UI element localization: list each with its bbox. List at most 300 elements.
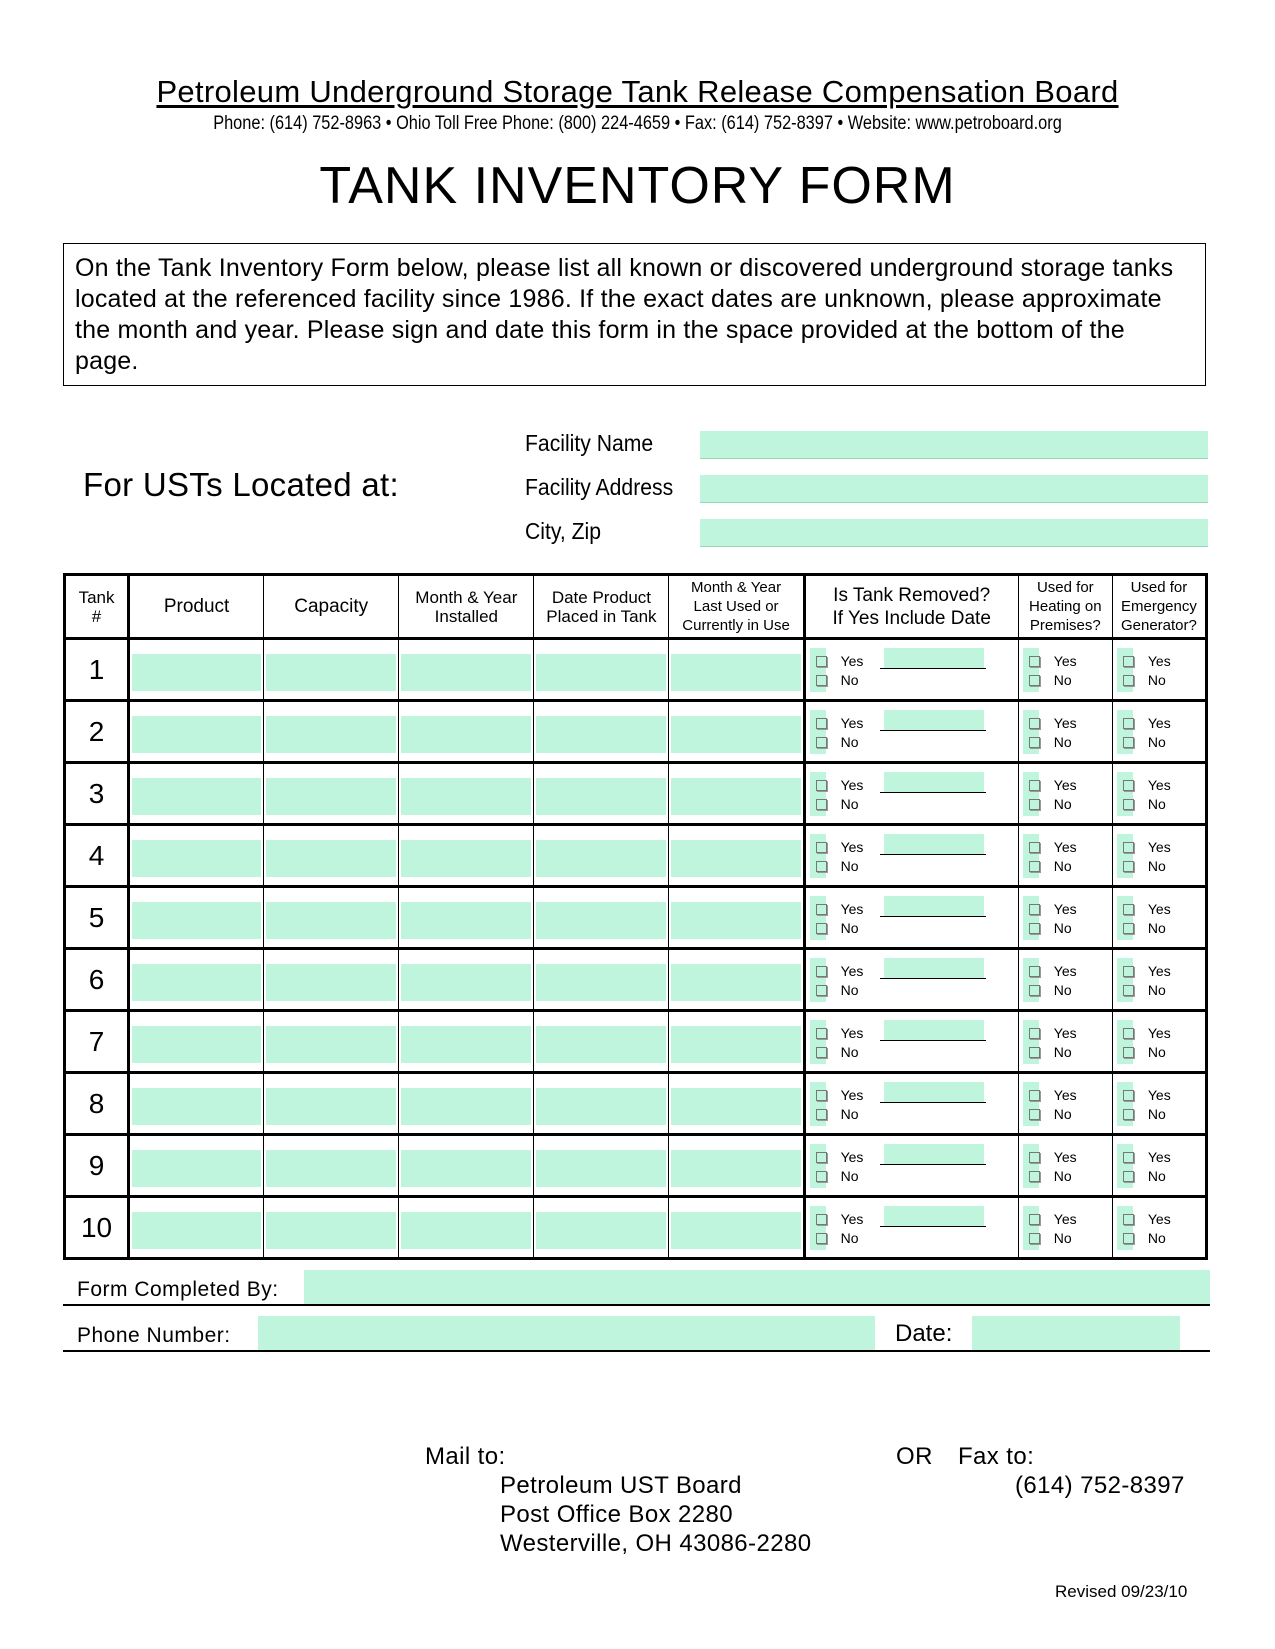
generator-yes-checkbox[interactable] [1123, 780, 1134, 791]
generator-no-checkbox[interactable] [1123, 1233, 1134, 1244]
cell-removed [804, 887, 1018, 949]
completed-by-rule [63, 1304, 1210, 1306]
cell-capacity [264, 1135, 399, 1197]
last-used-field[interactable] [671, 1212, 800, 1249]
generator-yes-checkbox[interactable] [1123, 718, 1134, 729]
removed-date-field[interactable] [884, 1020, 984, 1040]
city-zip-label: City, Zip [525, 518, 602, 544]
no-label: No [840, 1168, 859, 1184]
org-name: Petroleum Underground Storage Tank Release Compensation Board [156, 74, 1119, 109]
generator-yes-checkbox[interactable] [1123, 1090, 1134, 1101]
cell-installed [399, 825, 534, 887]
cell-generator [1112, 763, 1206, 825]
removed-yes-checkbox[interactable] [816, 842, 827, 853]
cell-capacity [264, 825, 399, 887]
removed-yes-checkbox[interactable] [816, 1028, 827, 1039]
placed-field[interactable] [536, 1150, 666, 1187]
form-title: TANK INVENTORY FORM [319, 157, 956, 215]
cell-placed [534, 949, 669, 1011]
no-label: No [1053, 858, 1072, 874]
cell-removed [804, 1011, 1018, 1073]
no-label: No [1147, 796, 1166, 812]
removed-date-field[interactable] [884, 896, 984, 916]
fax-number: (614) 752-8397 [1015, 1472, 1185, 1499]
cell-last-used [669, 949, 804, 1011]
removed-date-field[interactable] [884, 1144, 984, 1164]
removed-date-line [880, 668, 986, 669]
product-field[interactable] [132, 840, 261, 877]
removed-no-checkbox[interactable] [816, 1109, 827, 1120]
yes-label: Yes [840, 1025, 864, 1041]
generator-options [1123, 900, 1171, 938]
cell-installed [399, 887, 534, 949]
removed-yes-checkbox[interactable] [816, 780, 827, 791]
removed-options [816, 714, 864, 752]
cell-product [129, 1135, 264, 1197]
cell-placed [534, 825, 669, 887]
product-field[interactable] [132, 1088, 261, 1125]
capacity-field[interactable] [266, 716, 396, 753]
heating-options [1029, 838, 1077, 876]
removed-date-field[interactable] [884, 648, 984, 668]
installed-field[interactable] [401, 1088, 531, 1125]
generator-options [1123, 1086, 1171, 1124]
product-field[interactable] [132, 902, 261, 939]
cell-last-used [669, 825, 804, 887]
cell-generator [1112, 1073, 1206, 1135]
table-row [65, 1197, 1207, 1259]
cell-last-used [669, 887, 804, 949]
capacity-field[interactable] [266, 1212, 396, 1249]
removed-options [816, 962, 864, 1000]
yes-label: Yes [1147, 1087, 1171, 1103]
cell-heating [1018, 887, 1112, 949]
cell-removed [804, 825, 1018, 887]
yes-label: Yes [1053, 715, 1077, 731]
heating-no-checkbox[interactable] [1029, 675, 1040, 686]
header-placed: Date Product Placed in Tank [534, 575, 669, 639]
no-label: No [840, 858, 859, 874]
no-label: No [1147, 1168, 1166, 1184]
completed-by-label: Form Completed By: [77, 1278, 279, 1301]
cell-last-used [669, 701, 804, 763]
heating-options [1029, 1148, 1077, 1186]
date-label: Date: [895, 1320, 953, 1347]
heating-no-checkbox[interactable] [1029, 799, 1040, 810]
heating-yes-checkbox[interactable] [1029, 718, 1040, 729]
capacity-field[interactable] [266, 654, 396, 691]
product-field[interactable] [132, 1150, 261, 1187]
tank-number: 1 [65, 639, 129, 701]
placed-field[interactable] [536, 1026, 666, 1063]
tank-number: 3 [65, 763, 129, 825]
placed-field[interactable] [536, 778, 666, 815]
yes-label: Yes [1053, 1087, 1077, 1103]
removed-date-field[interactable] [884, 772, 984, 792]
heating-yes-checkbox[interactable] [1029, 1152, 1040, 1163]
cell-capacity [264, 1011, 399, 1073]
removed-no-checkbox[interactable] [816, 799, 827, 810]
phone-number-field[interactable] [258, 1316, 875, 1350]
removed-no-checkbox[interactable] [816, 1171, 827, 1182]
cell-generator [1112, 639, 1206, 701]
no-label: No [840, 734, 859, 750]
generator-options [1123, 962, 1171, 1000]
heating-options [1029, 714, 1077, 752]
tank-number: 8 [65, 1073, 129, 1135]
mail-address-line3: Westerville, OH 43086-2280 [500, 1530, 812, 1557]
cell-generator [1112, 1197, 1206, 1259]
table-row [65, 825, 1207, 887]
cell-placed [534, 763, 669, 825]
placed-field[interactable] [536, 964, 666, 1001]
heating-yes-checkbox[interactable] [1029, 1028, 1040, 1039]
generator-yes-checkbox[interactable] [1123, 966, 1134, 977]
removed-no-checkbox[interactable] [816, 985, 827, 996]
cell-installed [399, 1197, 534, 1259]
no-label: No [1147, 858, 1166, 874]
yes-label: Yes [1147, 901, 1171, 917]
installed-field[interactable] [401, 902, 531, 939]
removed-date-field[interactable] [884, 710, 984, 730]
capacity-field[interactable] [266, 964, 396, 1001]
installed-field[interactable] [401, 654, 531, 691]
tank-number: 10 [65, 1197, 129, 1259]
cell-heating [1018, 639, 1112, 701]
removed-no-checkbox[interactable] [816, 1233, 827, 1244]
last-used-field[interactable] [671, 716, 800, 753]
cell-capacity [264, 1073, 399, 1135]
yes-label: Yes [840, 1087, 864, 1103]
removed-yes-checkbox[interactable] [816, 1152, 827, 1163]
removed-yes-checkbox[interactable] [816, 904, 827, 915]
no-label: No [1147, 734, 1166, 750]
removed-date-field[interactable] [884, 1206, 984, 1226]
placed-field[interactable] [536, 1212, 666, 1249]
cell-placed [534, 1073, 669, 1135]
yes-label: Yes [1053, 963, 1077, 979]
generator-yes-checkbox[interactable] [1123, 1214, 1134, 1225]
last-used-field[interactable] [671, 778, 800, 815]
generator-options [1123, 1024, 1171, 1062]
removed-yes-checkbox[interactable] [816, 1214, 827, 1225]
generator-options [1123, 1210, 1171, 1248]
heating-yes-checkbox[interactable] [1029, 904, 1040, 915]
removed-yes-checkbox[interactable] [816, 656, 827, 667]
product-field[interactable] [132, 964, 261, 1001]
no-label: No [1053, 1168, 1072, 1184]
header-generator: Used for Emergency Generator? [1112, 575, 1206, 639]
facility-section-label: For USTs Located at: [83, 466, 399, 503]
no-label: No [1053, 1044, 1072, 1060]
placed-field[interactable] [536, 902, 666, 939]
contact-line: Phone: (614) 752-8963 • Ohio Toll Free Phone: (800) 224-4659 • Fax: (614) 752-8397 • Website: www.petroboard.org [213, 113, 1062, 134]
cell-removed [804, 763, 1018, 825]
cell-placed [534, 1197, 669, 1259]
capacity-field[interactable] [266, 840, 396, 877]
last-used-field[interactable] [671, 1088, 800, 1125]
removed-options [816, 900, 864, 938]
installed-field[interactable] [401, 716, 531, 753]
yes-label: Yes [840, 963, 864, 979]
heating-yes-checkbox[interactable] [1029, 656, 1040, 667]
last-used-field[interactable] [671, 902, 800, 939]
no-label: No [1147, 920, 1166, 936]
header-removed: Is Tank Removed? If Yes Include Date [804, 575, 1018, 639]
cell-generator [1112, 825, 1206, 887]
capacity-field[interactable] [266, 1088, 396, 1125]
capacity-field[interactable] [266, 1026, 396, 1063]
last-used-field[interactable] [671, 1026, 800, 1063]
facility-name-field[interactable] [700, 431, 1208, 459]
completed-by-field[interactable] [304, 1270, 1210, 1304]
no-label: No [1147, 982, 1166, 998]
generator-options [1123, 838, 1171, 876]
generator-no-checkbox[interactable] [1123, 1109, 1134, 1120]
header-product: Product [129, 575, 264, 639]
heating-options [1029, 652, 1077, 690]
no-label: No [1053, 1230, 1072, 1246]
heating-no-checkbox[interactable] [1029, 737, 1040, 748]
no-label: No [1147, 672, 1166, 688]
installed-field[interactable] [401, 964, 531, 1001]
generator-options [1123, 776, 1171, 814]
removed-date-field[interactable] [884, 958, 984, 978]
product-field[interactable] [132, 654, 261, 691]
yes-label: Yes [840, 901, 864, 917]
cell-product [129, 701, 264, 763]
generator-yes-checkbox[interactable] [1123, 1152, 1134, 1163]
facility-address-field[interactable] [700, 475, 1208, 503]
heating-no-checkbox[interactable] [1029, 1047, 1040, 1058]
no-label: No [1053, 920, 1072, 936]
cell-installed [399, 763, 534, 825]
yes-label: Yes [1053, 901, 1077, 917]
cell-heating [1018, 825, 1112, 887]
yes-label: Yes [1147, 963, 1171, 979]
generator-no-checkbox[interactable] [1123, 799, 1134, 810]
cell-placed [534, 701, 669, 763]
removed-no-checkbox[interactable] [816, 675, 827, 686]
cell-placed [534, 1011, 669, 1073]
removed-no-checkbox[interactable] [816, 1047, 827, 1058]
cell-heating [1018, 949, 1112, 1011]
cell-product [129, 949, 264, 1011]
cell-capacity [264, 763, 399, 825]
generator-yes-checkbox[interactable] [1123, 1028, 1134, 1039]
cell-placed [534, 887, 669, 949]
generator-options [1123, 652, 1171, 690]
product-field[interactable] [132, 778, 261, 815]
generator-no-checkbox[interactable] [1123, 923, 1134, 934]
capacity-field[interactable] [266, 902, 396, 939]
yes-label: Yes [1147, 1149, 1171, 1165]
heating-options [1029, 1086, 1077, 1124]
removed-options [816, 652, 864, 690]
cell-product [129, 1073, 264, 1135]
yes-label: Yes [1147, 715, 1171, 731]
removed-options [816, 776, 864, 814]
yes-label: Yes [840, 1211, 864, 1227]
heating-yes-checkbox[interactable] [1029, 1090, 1040, 1101]
removed-options [816, 838, 864, 876]
placed-field[interactable] [536, 654, 666, 691]
cell-generator [1112, 1011, 1206, 1073]
cell-removed [804, 1073, 1018, 1135]
generator-no-checkbox[interactable] [1123, 985, 1134, 996]
cell-last-used [669, 1073, 804, 1135]
removed-date-line [880, 1040, 986, 1041]
tank-number: 5 [65, 887, 129, 949]
cell-last-used [669, 639, 804, 701]
cell-last-used [669, 1197, 804, 1259]
removed-date-line [880, 1164, 986, 1165]
cell-product [129, 825, 264, 887]
heating-yes-checkbox[interactable] [1029, 842, 1040, 853]
cell-removed [804, 1197, 1018, 1259]
cell-heating [1018, 701, 1112, 763]
removed-options [816, 1210, 864, 1248]
removed-yes-checkbox[interactable] [816, 1090, 827, 1101]
header-heating: Used for Heating on Premises? [1018, 575, 1112, 639]
phone-number-label: Phone Number: [77, 1324, 231, 1347]
removed-date-line [880, 730, 986, 731]
product-field[interactable] [132, 1212, 261, 1249]
removed-options [816, 1086, 864, 1124]
last-used-field[interactable] [671, 840, 800, 877]
removed-date-line [880, 978, 986, 979]
no-label: No [840, 672, 859, 688]
capacity-field[interactable] [266, 1150, 396, 1187]
cell-heating [1018, 1073, 1112, 1135]
removed-yes-checkbox[interactable] [816, 718, 827, 729]
installed-field[interactable] [401, 1212, 531, 1249]
generator-no-checkbox[interactable] [1123, 675, 1134, 686]
phone-rule [63, 1350, 1210, 1352]
no-label: No [1053, 672, 1072, 688]
yes-label: Yes [1147, 839, 1171, 855]
heating-options [1029, 776, 1077, 814]
table-row [65, 1011, 1207, 1073]
mail-to-label: Mail to: [425, 1443, 506, 1470]
cell-product [129, 639, 264, 701]
cell-heating [1018, 1011, 1112, 1073]
yes-label: Yes [840, 1149, 864, 1165]
cell-installed [399, 1011, 534, 1073]
heating-no-checkbox[interactable] [1029, 1233, 1040, 1244]
generator-yes-checkbox[interactable] [1123, 656, 1134, 667]
removed-date-line [880, 792, 986, 793]
generator-no-checkbox[interactable] [1123, 1171, 1134, 1182]
generator-yes-checkbox[interactable] [1123, 842, 1134, 853]
product-field[interactable] [132, 1026, 261, 1063]
removed-no-checkbox[interactable] [816, 861, 827, 872]
mail-address-line1: Petroleum UST Board [500, 1472, 742, 1499]
cell-generator [1112, 949, 1206, 1011]
generator-options [1123, 1148, 1171, 1186]
yes-label: Yes [1147, 653, 1171, 669]
instructions-box: On the Tank Inventory Form below, please list all known or discovered underground storage tanks located at the referenced facility since 1986. If the exact dates are unknown, please approximate the month and year. Please sign and date this form in the space provided at the bottom of the page. [63, 243, 1206, 386]
table-row [65, 1135, 1207, 1197]
yes-label: Yes [1053, 777, 1077, 793]
removed-yes-checkbox[interactable] [816, 966, 827, 977]
tank-number: 7 [65, 1011, 129, 1073]
cell-product [129, 1197, 264, 1259]
heating-options [1029, 1210, 1077, 1248]
table-row [65, 639, 1207, 701]
yes-label: Yes [1053, 1149, 1077, 1165]
last-used-field[interactable] [671, 654, 800, 691]
heating-no-checkbox[interactable] [1029, 1109, 1040, 1120]
cell-capacity [264, 949, 399, 1011]
heating-no-checkbox[interactable] [1029, 1171, 1040, 1182]
cell-removed [804, 701, 1018, 763]
heating-no-checkbox[interactable] [1029, 861, 1040, 872]
generator-no-checkbox[interactable] [1123, 861, 1134, 872]
cell-heating [1018, 1135, 1112, 1197]
heating-options [1029, 1024, 1077, 1062]
table-row [65, 949, 1207, 1011]
removed-date-field[interactable] [884, 834, 984, 854]
placed-field[interactable] [536, 1088, 666, 1125]
cell-removed [804, 1135, 1018, 1197]
last-used-field[interactable] [671, 964, 800, 1001]
no-label: No [1053, 734, 1072, 750]
no-label: No [840, 1106, 859, 1122]
placed-field[interactable] [536, 840, 666, 877]
heating-yes-checkbox[interactable] [1029, 966, 1040, 977]
cell-installed [399, 639, 534, 701]
installed-field[interactable] [401, 840, 531, 877]
yes-label: Yes [840, 839, 864, 855]
installed-field[interactable] [401, 1150, 531, 1187]
cell-removed [804, 949, 1018, 1011]
city-zip-field[interactable] [700, 519, 1208, 547]
cell-installed [399, 1073, 534, 1135]
cell-capacity [264, 887, 399, 949]
installed-field[interactable] [401, 778, 531, 815]
table-row [65, 701, 1207, 763]
product-field[interactable] [132, 716, 261, 753]
date-field[interactable] [972, 1316, 1180, 1350]
heating-no-checkbox[interactable] [1029, 985, 1040, 996]
yes-label: Yes [1053, 653, 1077, 669]
no-label: No [1147, 1044, 1166, 1060]
heating-yes-checkbox[interactable] [1029, 780, 1040, 791]
tank-number: 6 [65, 949, 129, 1011]
heating-yes-checkbox[interactable] [1029, 1214, 1040, 1225]
generator-no-checkbox[interactable] [1123, 737, 1134, 748]
cell-installed [399, 949, 534, 1011]
cell-last-used [669, 1135, 804, 1197]
tank-number: 4 [65, 825, 129, 887]
removed-no-checkbox[interactable] [816, 737, 827, 748]
last-used-field[interactable] [671, 1150, 800, 1187]
capacity-field[interactable] [266, 778, 396, 815]
removed-date-field[interactable] [884, 1082, 984, 1102]
removed-no-checkbox[interactable] [816, 923, 827, 934]
generator-no-checkbox[interactable] [1123, 1047, 1134, 1058]
placed-field[interactable] [536, 716, 666, 753]
heating-no-checkbox[interactable] [1029, 923, 1040, 934]
header-installed: Month & Year Installed [399, 575, 534, 639]
yes-label: Yes [1053, 839, 1077, 855]
cell-product [129, 1011, 264, 1073]
generator-yes-checkbox[interactable] [1123, 904, 1134, 915]
installed-field[interactable] [401, 1026, 531, 1063]
facility-address-label: Facility Address [525, 474, 674, 500]
tank-inventory-table [63, 573, 1208, 1254]
